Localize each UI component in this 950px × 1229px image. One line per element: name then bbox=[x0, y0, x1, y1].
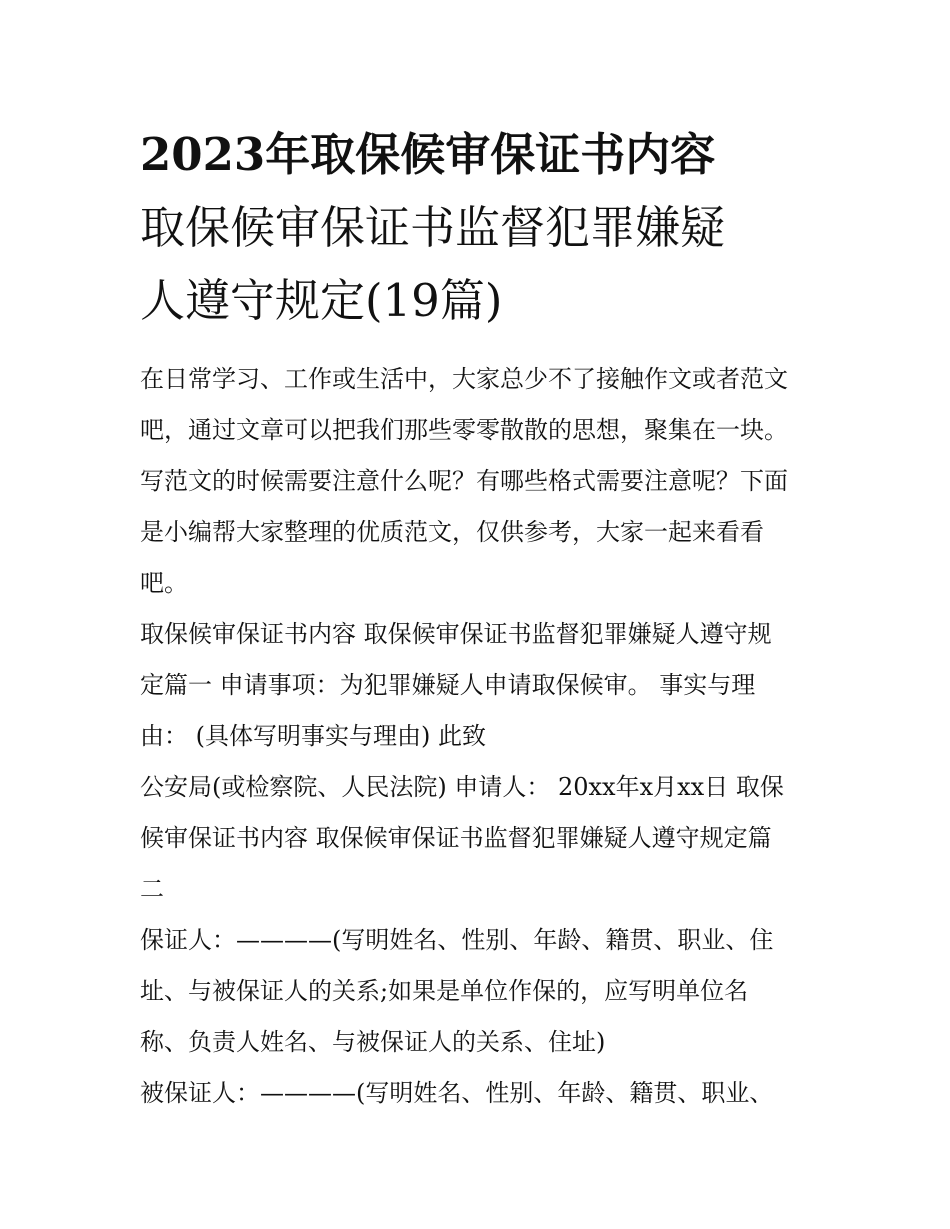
body-line-15: 被保证人：————(写明姓名、性别、年龄、籍贯、职业、 bbox=[140, 1079, 774, 1107]
body-line-10: 候审保证书内容 取保候审保证书监督犯罪嫌疑人遵守规定篇 bbox=[140, 824, 772, 852]
body-line-12: 保证人：————(写明姓名、性别、年龄、籍贯、职业、住 bbox=[140, 926, 774, 954]
body-line-1: 在日常学习、工作或生活中，大家总少不了接触作文或者范文 bbox=[140, 365, 788, 393]
body-line-11: 二 bbox=[140, 875, 164, 903]
body-line-9: 公安局(或检察院、人民法院) 申请人： 20xx年x月xx日 取保 bbox=[140, 773, 784, 801]
body-line-7: 定篇一 申请事项：为犯罪嫌疑人申请取保候审。 事实与理 bbox=[140, 671, 756, 699]
body-line-8: 由： (具体写明事实与理由) 此致 bbox=[140, 722, 486, 750]
body-line-5: 吧。 bbox=[140, 569, 188, 597]
document-body bbox=[140, 354, 830, 1119]
body-line-14: 称、负责人姓名、与被保证人的关系、住址) bbox=[140, 1028, 606, 1056]
title-line-1: 2023年取保候审保证书内容 bbox=[140, 128, 716, 181]
document-title bbox=[140, 118, 830, 337]
body-line-2: 吧，通过文章可以把我们那些零零散散的思想，聚集在一块。 bbox=[140, 416, 788, 444]
body-line-3: 写范文的时候需要注意什么呢？有哪些格式需要注意呢？下面 bbox=[140, 467, 788, 495]
body-line-13: 址、与被保证人的关系;如果是单位作保的，应写明单位名 bbox=[140, 977, 749, 1005]
title-line-2: 取保候审保证书监督犯罪嫌疑 bbox=[140, 201, 726, 254]
body-line-4: 是小编帮大家整理的优质范文，仅供参考，大家一起来看看 bbox=[140, 518, 764, 546]
body-line-6: 取保候审保证书内容 取保候审保证书监督犯罪嫌疑人遵守规 bbox=[140, 620, 772, 648]
title-line-3: 人遵守规定(19篇) bbox=[140, 274, 503, 327]
